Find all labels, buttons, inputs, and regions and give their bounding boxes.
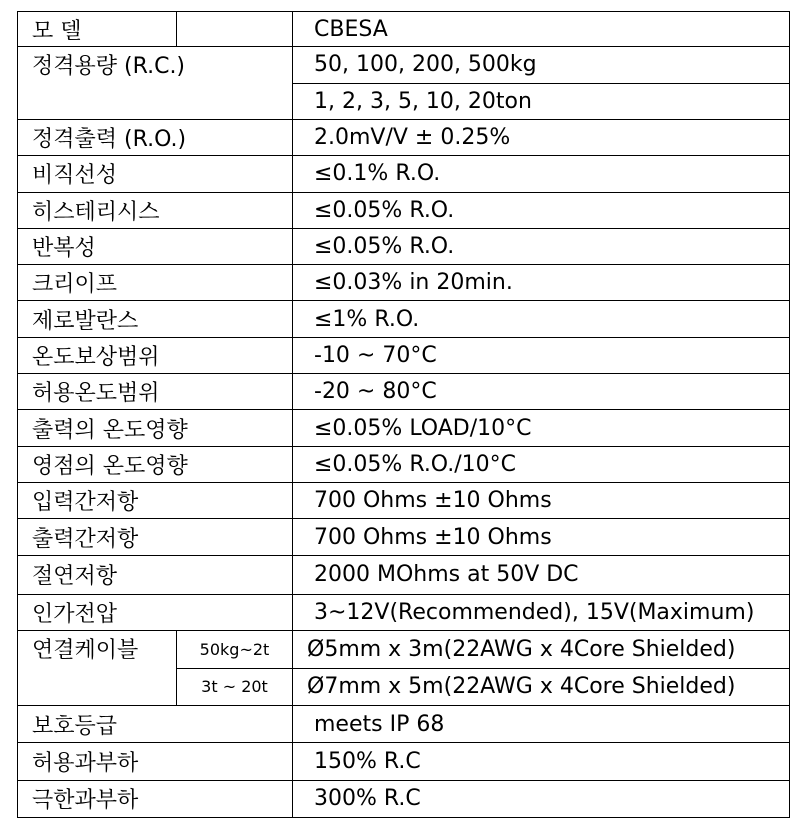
table-row bbox=[18, 410, 790, 446]
spec-label-excitation-voltage: 인가전압 bbox=[18, 595, 293, 631]
spec-value-excitation-voltage: 3~12V(Recommended), 15V(Maximum) bbox=[293, 595, 790, 631]
spec-value-temp-effect-output: ≤0.05% LOAD/10°C bbox=[293, 410, 790, 446]
spec-value-compensated-temp-range: -10 ~ 70°C bbox=[293, 337, 790, 373]
spec-value-rated-capacity-ton: 1, 2, 3, 5, 10, 20ton bbox=[293, 83, 790, 119]
spec-value-rated-output: 2.0mV/V ± 0.25% bbox=[293, 119, 790, 155]
table-row bbox=[18, 265, 790, 301]
spec-cable-range-small: 50kg~2t bbox=[177, 631, 293, 668]
table-row bbox=[18, 374, 790, 410]
spec-label-nonlinearity: 비직선성 bbox=[18, 156, 293, 192]
spec-label-rated-output: 정격출력 (R.O.) bbox=[18, 119, 293, 155]
spec-value-safe-overload: 150% R.C bbox=[293, 743, 790, 780]
spec-value-nonlinearity: ≤0.1% R.O. bbox=[293, 156, 790, 192]
spec-value-temp-effect-zero: ≤0.05% R.O./10°C bbox=[293, 446, 790, 482]
spec-value-ultimate-overload: 300% R.C bbox=[293, 780, 790, 817]
spec-label-insulation-resistance: 절연저항 bbox=[18, 555, 293, 594]
spec-label-safe-temp-range: 허용온도범위 bbox=[18, 374, 293, 410]
spec-value-output-resistance: 700 Ohms ±10 Ohms bbox=[293, 519, 790, 555]
spec-label-model: 모 델 bbox=[18, 12, 177, 47]
table-row bbox=[18, 483, 790, 519]
spec-label-creep: 크리이프 bbox=[18, 265, 293, 301]
spec-label-input-resistance: 입력간저항 bbox=[18, 483, 293, 519]
spec-value-rated-capacity-kg: 50, 100, 200, 500kg bbox=[293, 47, 790, 83]
table-row bbox=[18, 555, 790, 594]
spec-value-safe-temp-range: -20 ~ 80°C bbox=[293, 374, 790, 410]
spec-label-safe-overload: 허용과부하 bbox=[18, 743, 293, 780]
table-row bbox=[18, 595, 790, 631]
spec-value-protection-class: meets IP 68 bbox=[293, 705, 790, 742]
spec-label-cable: 연결케이블 bbox=[18, 631, 177, 706]
spec-value-zero-balance: ≤1% R.O. bbox=[293, 301, 790, 337]
table-row bbox=[18, 337, 790, 373]
spec-label-protection-class: 보호등급 bbox=[18, 705, 293, 742]
spec-cable-range-large: 3t ~ 20t bbox=[177, 668, 293, 705]
spec-label-compensated-temp-range: 온도보상범위 bbox=[18, 337, 293, 373]
spec-label-temp-effect-output: 출력의 온도영향 bbox=[18, 410, 293, 446]
spec-value-cable-small: Ø5mm x 3m(22AWG x 4Core Shielded) bbox=[293, 631, 790, 668]
table-row bbox=[18, 631, 790, 668]
table-row bbox=[18, 519, 790, 555]
spec-value-repeatability: ≤0.05% R.O. bbox=[293, 228, 790, 264]
spec-value-input-resistance: 700 Ohms ±10 Ohms bbox=[293, 483, 790, 519]
table-row bbox=[18, 47, 790, 83]
table-row bbox=[18, 119, 790, 155]
spec-label-zero-balance: 제로발란스 bbox=[18, 301, 293, 337]
spec-value-hysteresis: ≤0.05% R.O. bbox=[293, 192, 790, 228]
spec-table bbox=[17, 11, 790, 818]
table-row bbox=[18, 743, 790, 780]
table-row bbox=[18, 705, 790, 742]
spec-label-temp-effect-zero: 영점의 온도영향 bbox=[18, 446, 293, 482]
spec-value-model: CBESA bbox=[293, 12, 790, 47]
spec-label-rated-capacity: 정격용량 (R.C.) bbox=[18, 47, 293, 120]
spec-value-creep: ≤0.03% in 20min. bbox=[293, 265, 790, 301]
spec-value-cable-large: Ø7mm x 5m(22AWG x 4Core Shielded) bbox=[293, 668, 790, 705]
spec-label-repeatability: 반복성 bbox=[18, 228, 293, 264]
table-row bbox=[18, 446, 790, 482]
table-row bbox=[18, 12, 790, 47]
spec-value-insulation-resistance: 2000 MOhms at 50V DC bbox=[293, 555, 790, 594]
table-row bbox=[18, 192, 790, 228]
table-row bbox=[18, 228, 790, 264]
spec-label-output-resistance: 출력간저항 bbox=[18, 519, 293, 555]
table-row bbox=[18, 156, 790, 192]
spec-label-ultimate-overload: 극한과부하 bbox=[18, 780, 293, 817]
table-row bbox=[18, 301, 790, 337]
table-row bbox=[18, 780, 790, 817]
spec-label-hysteresis: 히스테리시스 bbox=[18, 192, 293, 228]
